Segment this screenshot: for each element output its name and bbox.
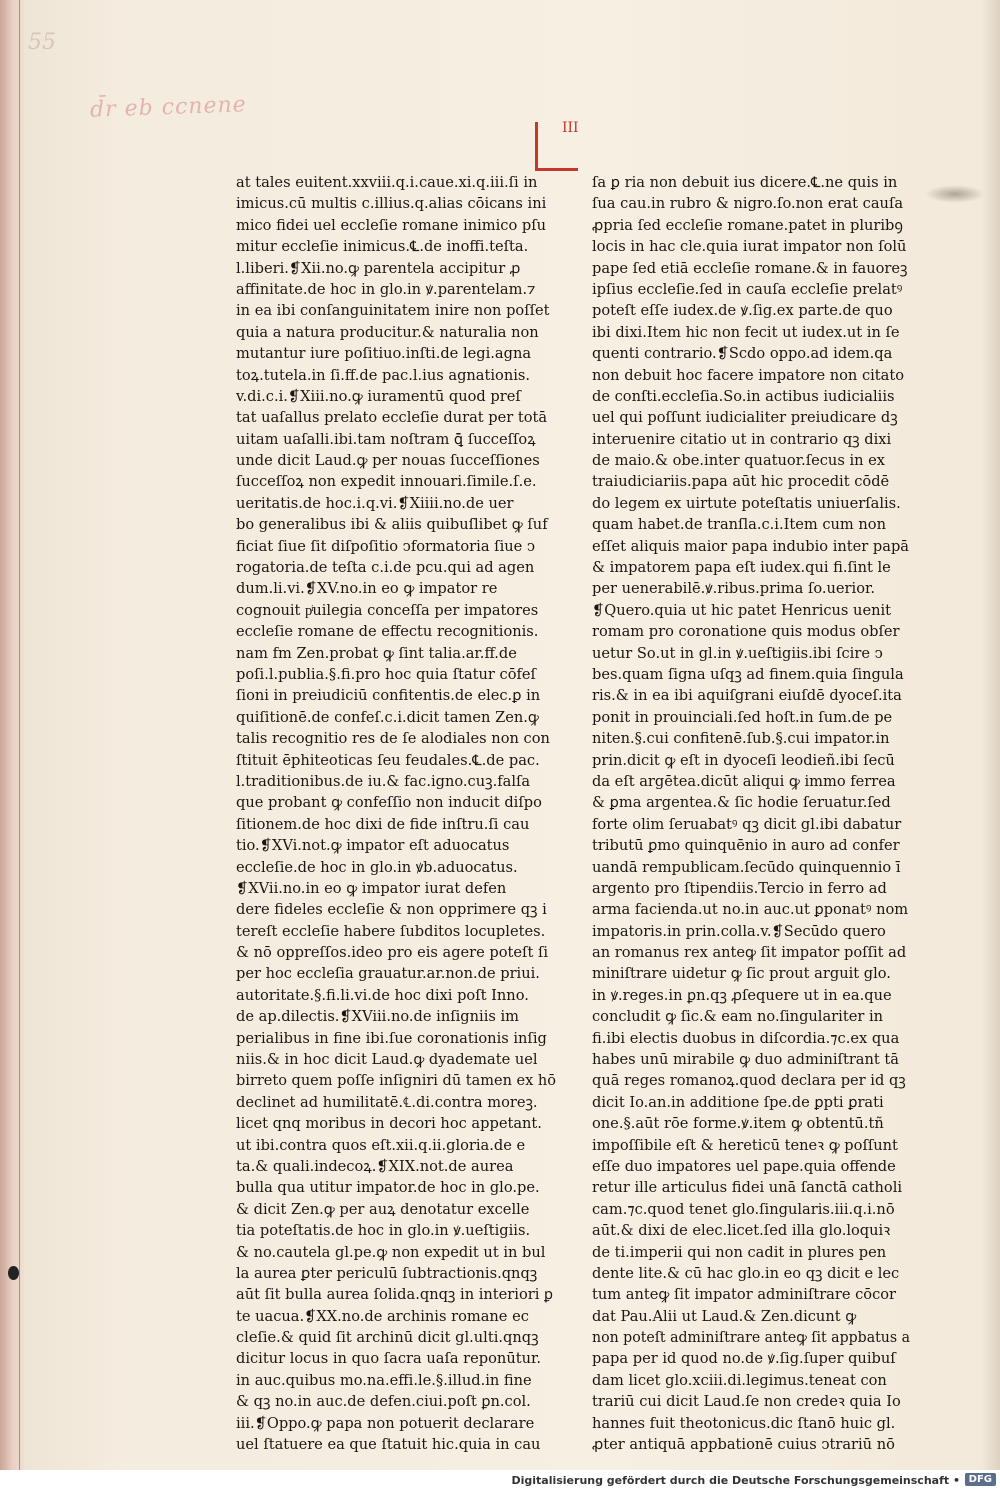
text-line: tat uaſallus prelato eccleſie durat per totā (236, 409, 548, 427)
text-line: bulla qua utitur impator.de hoc in glo.pe. (236, 1179, 540, 1197)
text-line: prin.dicit ꝙ eſt in dyoceſi leodieñ.ibi ſecū (592, 751, 895, 769)
text-line: do legem ex uirtute poteſtatis uniuerſalis. (592, 494, 901, 512)
text-line: dente lite.& cū hac glo.in eo qꝫ dicit e lec (592, 1264, 900, 1282)
text-line: interuenire citatio ut in contrario qꝫ dixi (592, 430, 892, 448)
text-line: tereſt eccleſie habere ſubditos locupletes. (236, 922, 546, 940)
text-line: & dicit Zen.ꝙ per auꝝ denotatur excelle (236, 1200, 530, 1218)
text-line: trariū cui dicit Laud.ſe non credeꝛ quia Io (592, 1393, 901, 1411)
text-line: talis recognitio res de ſe alodiales non con (236, 730, 550, 748)
text-line: ❡XVii.no.in eo ꝙ impator iurat defen (236, 879, 507, 897)
text-line: de ti.imperii qui non cadit in plures pen (592, 1243, 887, 1261)
text-line: hannes fuit theotonicus.dic ſtanō huic gl. (592, 1414, 896, 1432)
text-line: pape ſed etiā eccleſie romane.& in fauoreꝫ (592, 259, 908, 277)
text-line: uitam uaſalli.ibi.tam noſtram ꝗ̄ ſucceſſoꝝ (236, 430, 536, 448)
dfg-logo: DFG (965, 1473, 996, 1486)
text-line: eccleſie.de hoc in glo.in ꝟb.aduocatus. (236, 858, 518, 876)
page-gutter-shadow (982, 0, 1000, 1470)
text-line: niten.§.cui confitenē.ſub.§.cui impator.in (592, 730, 890, 748)
text-line: concludit ꝙ ſic.& eam no.ſingulariter in (592, 1008, 884, 1026)
text-line: eccleſie romane de effectu recognitionis. (236, 623, 539, 641)
text-line: imicus.cū multis c.illius.q.alias cōicans ini (236, 195, 547, 213)
text-line: tum anteꝙ ſit impator adminiſtrare cōcor (592, 1286, 897, 1304)
text-line: tio.❡XVi.not.ꝙ impator eſt aduocatus (236, 837, 510, 855)
text-line: bo generalibus ibi & aliis quibuſlibet ꝙ ſuf (236, 516, 548, 534)
text-line: miniſtrare uidetur ꝙ ſic prout arguit glo. (592, 965, 891, 983)
text-line: & nō oppreſſos.ideo pro eis agere poteſt ſi (236, 944, 549, 962)
text-line: dicit Io.an.in additione ſpe.de ꝑpti ꝑrati (592, 1093, 884, 1111)
footer-bar (0, 1470, 1000, 1492)
text-line: poteſt eſſe iudex.de ꝟ.ſig.ex parte.de quo (592, 302, 893, 320)
text-line: ſua cau.in rubro & nigro.ſo.non erat cauſa (592, 195, 904, 213)
text-line: dam licet glo.xciii.di.legimus.teneat con (592, 1371, 887, 1389)
funding-credit: Digitalisierung gefördert durch die Deutsche Forschungsgemeinschaft • (511, 1474, 960, 1487)
text-line: quenti contrario.❡Scdo oppo.ad idem.qa (592, 345, 893, 363)
text-line: one.§.aūt rōe forme.ꝟ.item ꝙ obtentū.tñ (592, 1115, 884, 1133)
text-line: declinet ad humilitatē.℄.di.contra moreꝫ. (236, 1093, 538, 1111)
text-line: non debuit hoc facere impatore non citato (592, 366, 905, 384)
text-line: ſioni in preiudiciū confitentis.de elec.ꝑ in (236, 687, 541, 705)
text-line: bes.quam ſigna uſqꝫ ad finem.quia ſingula (592, 665, 904, 683)
text-line: uandā rempublicam.ſecūdo quinquennio ī (592, 858, 901, 876)
text-line: & no.cautela gl.pe.ꝙ non expedit ut in bul (236, 1243, 546, 1261)
text-line: arma facienda.ut no.in auc.ut ꝑponatꝰ nom (592, 901, 909, 919)
text-line: per hoc eccleſia grauatur.ar.non.de priui. (236, 965, 540, 983)
text-line: ponit in prouinciali.ſed hoſt.in ſum.de pe (592, 708, 893, 726)
text-line: uel ſtatuere ea que ſtatuit hic.quia in cau (236, 1436, 541, 1454)
text-line: ibi dixi.Item hic non fecit ut iudex.ut in ſe (592, 323, 900, 341)
text-line: tia poteſtatis.de hoc in glo.in ꝟ.ueſtigiis. (236, 1222, 531, 1240)
text-line: ſa ꝑ ria non debuit ius dicere.℄.ne quis in (592, 174, 898, 191)
text-line: licet qnq moribus in decori hoc appetant. (236, 1115, 542, 1133)
text-line: birreto quem poſſe inſigniri dū tamen ex hō (236, 1072, 557, 1090)
text-line: la aurea ꝑter periculū ſubtractionis.qnqꝫ (236, 1264, 538, 1282)
text-line: v.di.c.i.❡Xiii.no.ꝙ iuramentū quod preſ (236, 387, 521, 405)
text-line: da eſt argētea.dicūt aliqui ꝙ immo ferrea (592, 772, 896, 790)
text-line: rogatoria.de teſta c.i.de pcu.qui ad agen (236, 559, 535, 577)
rubric-numeral: III (562, 120, 579, 136)
text-line: locis in hac cle.quia iurat impator non ſolū (592, 238, 907, 256)
text-line: quam habet.de tranſla.c.i.Item cum non (592, 516, 886, 534)
text-line: dum.li.vi.❡XV.no.in eo ꝙ impator re (236, 580, 498, 598)
text-line: fi.ibi electis duobus in diſcordia.⁊c.ex qua (592, 1029, 900, 1047)
text-line: impoſſibile eſt & hereticū teneꝛ ꝙ poſſunt (592, 1136, 898, 1154)
text-line: non poteſt adminiſtrare anteꝙ ſit appbatus a (592, 1329, 911, 1347)
text-line: uetur So.ut in gl.in ꝟ.ueſtigiis.ibi ſcire ↄ (592, 644, 883, 662)
text-line: aūt ſit bulla aurea ſolida.qnqꝫ in interiori ꝑ (236, 1286, 553, 1304)
text-line: eſſet aliquis maior papa indubio inter papā (592, 537, 909, 555)
text-line: ❡Quero.quia ut hic patet Henricus uenit (592, 601, 892, 619)
text-line: ficiat ſiue ſit diſpoſitio ↄformatoria ſiue ↄ (236, 537, 536, 555)
left-text-column (236, 172, 556, 1455)
text-line: & impatorem papa eſt iudex.qui fi.ſint le (592, 559, 891, 577)
text-line: de maio.& obe.inter quatuor.ſecus in ex (592, 452, 886, 470)
text-line: autoritate.§.fi.li.vi.de hoc dixi poſt Inno. (236, 986, 529, 1004)
text-line: & ꝑma argentea.& ſic hodie ſeruatur.ſed (592, 794, 891, 812)
text-line: in ꝟ.reges.in ꝑn.qꝫ ꝓſequere ut in ea.que (592, 986, 892, 1004)
text-line: que probant ꝙ confeſſio non inducit diſpo (236, 794, 542, 812)
ink-smudge (925, 185, 985, 203)
text-line: dat Pau.Alii ut Laud.& Zen.dicunt ꝙ (592, 1307, 857, 1325)
text-line: poſi.l.publia.§.fi.pro hoc quia ſtatur cōfeſ (236, 665, 536, 683)
text-line: eſſe duo impatores uel pape.quia offende (592, 1157, 896, 1175)
text-line: te uacua.❡XX.no.de archinis romane ec (236, 1307, 529, 1325)
text-line: retur ille articulus fidei unā ſanctā catholi (592, 1179, 903, 1197)
text-line: tributū ꝑmo quinquēnio in auro ad confer (592, 837, 900, 855)
text-line: ſitionem.de hoc dixi de fide inſtru.ſi cau (236, 815, 530, 833)
text-line: nam fm Zen.probat ꝙ ſint talia.ar.ff.de (236, 644, 517, 662)
text-line: mutantur iure poſitiuo.inſti.de legi.agna (236, 345, 532, 363)
text-line: romam pro coronatione quis modus obſer (592, 623, 900, 641)
text-line: l.traditionibus.de iu.& fac.igno.cuꝫ.falſa (236, 772, 531, 790)
text-line: in ea ibi conſanguinitatem inire non poſſet (236, 302, 550, 320)
text-line: ꝓpria ſed eccleſie romane.patet in pluribꝯ (592, 216, 903, 234)
text-line: niis.& in hoc dicit Laud.ꝙ dyademate uel (236, 1051, 538, 1069)
text-line: papa per id quod no.de ꝟ.ſig.ſuper quibuſ (592, 1350, 896, 1368)
text-line: ut ibi.contra quos eſt.xii.q.ii.gloria.de e (236, 1136, 526, 1154)
text-line: unde dicit Laud.ꝙ per nouas ſucceſſiones (236, 452, 540, 470)
text-line: at tales euitent.xxviii.q.i.caue.xi.q.iii.ſi in (236, 174, 538, 191)
text-line: cam.⁊c.quod tenet glo.ſingularis.iii.q.i.nō (592, 1200, 895, 1218)
text-line: mitur eccleſie inimicus.℄.de inoffi.teſta. (236, 238, 529, 256)
text-line: quiſitionē.de confeſ.c.i.dicit tamen Zen.ꝙ (236, 708, 539, 726)
text-line: toꝝ.tutela.in ſi.ff.de pac.l.ius agnationis. (236, 366, 531, 384)
text-line: impatoris.in prin.colla.v.❡Secūdo quero (592, 922, 886, 940)
red-rubric-mark (535, 122, 578, 171)
text-line: iii.❡Oppo.ꝙ papa non potuerit declarare (236, 1414, 535, 1432)
text-line: l.liberi.❡Xii.no.ꝙ parentela accipitur ꝓ (236, 259, 521, 277)
text-line: ſucceſſoꝝ non expedit innouari.ſimile.ſ.e. (236, 473, 537, 491)
text-line: affinitate.de hoc in glo.in ꝟ.parentelam.⁊ (236, 280, 536, 298)
text-line: per uenerabilē.ꝟ.ribus.prima ſo.uerior. (592, 580, 875, 598)
handwritten-marginalia: d̄r eb ccnene (89, 92, 248, 123)
text-line: ipſius eccleſie.ſed in cauſa eccleſie prelatꝰ (592, 280, 903, 298)
text-line: mico fidei uel eccleſie romane inimico pſu (236, 216, 547, 234)
text-line: quia a natura producitur.& naturalia non (236, 323, 539, 341)
text-line: cognouit pͥuilegia conceſſa per impatores (236, 601, 539, 619)
text-line: de conſti.eccleſia.So.in actibus iudicialiis (592, 387, 895, 405)
text-line: ta.& quali.indecoꝝ.❡XIX.not.de aurea (236, 1157, 514, 1175)
folio-note: 55 (28, 30, 56, 55)
text-line: ueritatis.de hoc.i.q.vi.❡Xiiii.no.de uer (236, 494, 514, 512)
text-line: dere fideles eccleſie & non opprimere qꝫ i (236, 901, 547, 919)
text-line: an romanus rex anteꝙ ſit impator poſſit ad (592, 944, 907, 962)
text-line: aūt.& dixi de elec.licet.ſed illa glo.loquiꝛ (592, 1222, 891, 1240)
text-line: uel qui poſſunt iudicialiter preiudicare dꝫ (592, 409, 898, 427)
text-line: perialibus in fine ibi.ſue coronationis inſig (236, 1029, 547, 1047)
right-text-column (592, 172, 910, 1455)
text-line: & qꝫ no.in auc.de defen.ciui.poſt ꝑn.col. (236, 1393, 531, 1411)
text-line: ſtituit ēphiteoticas ſeu feudales.℄.de pac. (236, 751, 540, 769)
ink-blot (8, 1266, 19, 1280)
text-line: traiudiciariis.papa aūt hic procedit cōdē (592, 473, 890, 491)
text-line: ris.& in ea ibi aquiſgrani eiuſdē dyoceſ.ita (592, 687, 902, 705)
text-line: quā reges romanoꝝ.quod declara per id qꝫ (592, 1072, 906, 1090)
text-line: de ap.dilectis.❡XViii.no.de inſigniis im (236, 1008, 520, 1026)
text-line: dicitur locus in quo ſacra uaſa reponūtur. (236, 1350, 542, 1368)
page-edge (0, 0, 24, 1470)
text-line: habes unū mirabile ꝙ duo adminiſtrant tā (592, 1051, 899, 1069)
text-line: cleſie.& quid ſit archinū dicit gl.ulti.qnqꝫ (236, 1329, 539, 1347)
text-line: in auc.quibus mo.na.effi.le.§.illud.in fine (236, 1371, 532, 1389)
text-line: ꝓter antiquā appbationē cuius ↄtrariū nō (592, 1436, 895, 1454)
text-line: forte olim ſeruabatꝰ qꝫ dicit gl.ibi dabatur (592, 815, 902, 833)
text-line: argento pro ſtipendiis.Tercio in ferro ad (592, 879, 887, 897)
